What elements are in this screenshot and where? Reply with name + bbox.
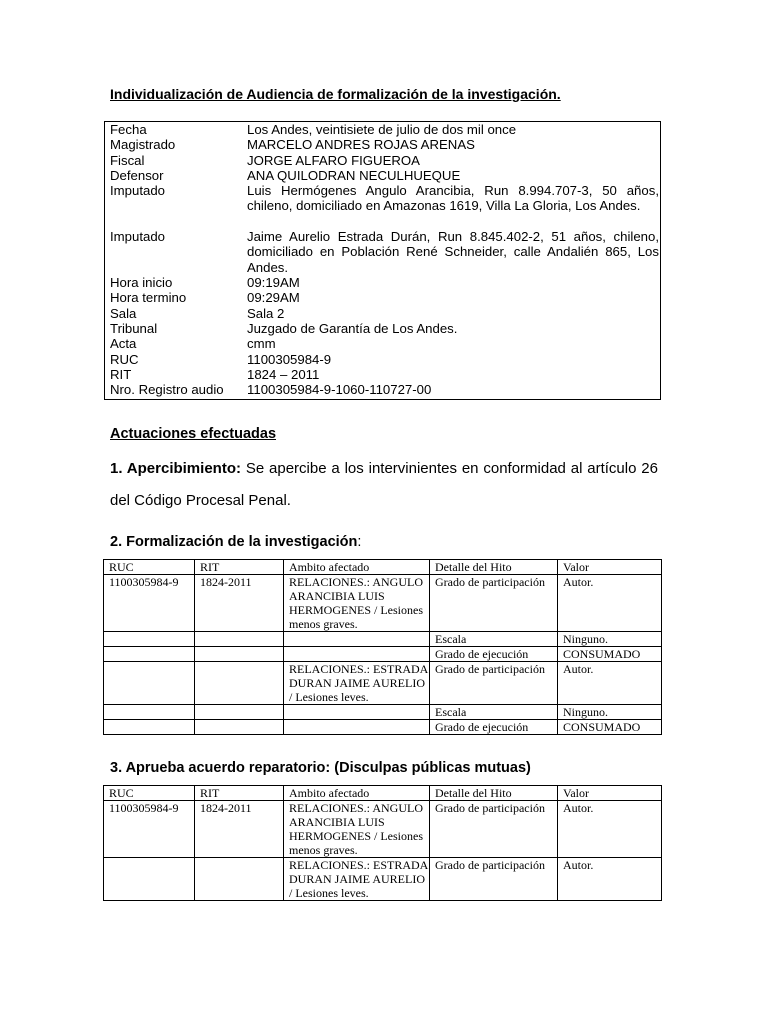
- info-label: Magistrado: [110, 137, 176, 153]
- cell-valor: Ninguno.: [558, 632, 662, 647]
- info-value: 1824 – 2011: [247, 366, 320, 382]
- cell-rit: [195, 705, 284, 720]
- formalizacion-table: [103, 559, 662, 735]
- cell-rit: [195, 720, 284, 735]
- info-value: Jaime Aurelio Estrada Durán, Run 8.845.402-2, 51 años, chileno, domiciliado en Población René Schneider, calle Andalién 865, Los Andes.: [247, 229, 659, 275]
- cell-detalle: Grado de ejecución: [430, 720, 558, 735]
- section-apercibimiento: [110, 453, 658, 517]
- cell-ambito: RELACIONES.: ESTRADA DURAN JAIME AURELIO / Lesiones leves.: [284, 662, 430, 705]
- info-value: 09:29AM: [247, 290, 300, 306]
- info-value: Sala 2: [247, 305, 285, 321]
- cell-rit: [195, 647, 284, 662]
- header-valor: Valor: [558, 560, 662, 575]
- table-row: [104, 720, 662, 735]
- cell-ruc: [104, 858, 195, 901]
- table-row: [104, 662, 662, 705]
- header-valor: Valor: [558, 786, 662, 801]
- header-detalle: Detalle del Hito: [430, 560, 558, 575]
- info-value: Luis Hermógenes Angulo Arancibia, Run 8.994.707-3, 50 años, chileno, domiciliado en Amazonas 1619, Villa La Gloria, Los Andes.: [247, 183, 659, 214]
- cell-ruc: [104, 632, 195, 647]
- info-value: Juzgado de Garantía de Los Andes.: [247, 320, 458, 336]
- cell-rit: 1824-2011: [195, 801, 284, 858]
- table-header-row: [104, 560, 662, 575]
- info-value: MARCELO ANDRES ROJAS ARENAS: [247, 137, 475, 153]
- header-rit: RIT: [195, 786, 284, 801]
- cell-detalle: Grado de ejecución: [430, 647, 558, 662]
- cell-ruc: 1100305984-9: [104, 801, 195, 858]
- info-label: Sala: [110, 305, 137, 321]
- info-value: ANA QUILODRAN NECULHUEQUE: [247, 167, 461, 183]
- table-row: [104, 632, 662, 647]
- cell-ruc: 1100305984-9: [104, 575, 195, 632]
- cell-ruc: [104, 647, 195, 662]
- cell-ruc: [104, 705, 195, 720]
- table-row: [104, 858, 662, 901]
- section-2-title: 2. Formalización de la investigación: [110, 534, 358, 550]
- info-label: Hora inicio: [110, 275, 173, 290]
- cell-ambito: [284, 705, 430, 720]
- hearing-info-box: [104, 121, 661, 400]
- cell-ambito: RELACIONES.: ANGULO ARANCIBIA LUIS HERMOGENES / Lesiones menos graves.: [284, 575, 430, 632]
- cell-ambito: [284, 632, 430, 647]
- info-label: RUC: [110, 351, 139, 367]
- cell-detalle: Grado de participación: [430, 662, 558, 705]
- section-2-heading: [110, 534, 361, 550]
- info-label: RIT: [110, 366, 132, 382]
- cell-ambito: RELACIONES.: ESTRADA DURAN JAIME AURELIO / Lesiones leves.: [284, 858, 430, 901]
- header-rit: RIT: [195, 560, 284, 575]
- info-label: Acta: [110, 336, 137, 352]
- cell-rit: [195, 632, 284, 647]
- cell-ruc: [104, 720, 195, 735]
- cell-valor: Autor.: [558, 858, 662, 901]
- header-ambito: Ambito afectado: [284, 560, 430, 575]
- header-detalle: Detalle del Hito: [430, 786, 558, 801]
- actuaciones-heading: Actuaciones efectuadas: [110, 426, 277, 442]
- info-label: Fecha: [110, 122, 147, 137]
- cell-valor: CONSUMADO: [558, 647, 662, 662]
- info-label: Fiscal: [110, 152, 145, 168]
- table-row: [104, 801, 662, 858]
- header-ambito: Ambito afectado: [284, 786, 430, 801]
- cell-valor: Autor.: [558, 575, 662, 632]
- cell-ambito: [284, 647, 430, 662]
- cell-rit: [195, 858, 284, 901]
- cell-valor: CONSUMADO: [558, 720, 662, 735]
- info-value: JORGE ALFARO FIGUEROA: [247, 152, 420, 168]
- cell-valor: Autor.: [558, 662, 662, 705]
- cell-detalle: Grado de participación: [430, 858, 558, 901]
- info-value: 09:19AM: [247, 275, 300, 290]
- info-value: 1100305984-9: [247, 351, 332, 367]
- cell-ambito: RELACIONES.: ANGULO ARANCIBIA LUIS HERMOGENES / Lesiones menos graves.: [284, 801, 430, 858]
- cell-valor: Ninguno.: [558, 705, 662, 720]
- acuerdo-reparatorio-table: [103, 785, 662, 901]
- cell-rit: 1824-2011: [195, 575, 284, 632]
- cell-detalle: Grado de participación: [430, 575, 558, 632]
- info-value: cmm: [247, 336, 276, 352]
- table-header-row: [104, 786, 662, 801]
- info-label: Imputado: [110, 229, 165, 245]
- section-1-text: Se apercibe a los intervinientes en conformidad al artículo 26 del Código Procesal Penal.: [110, 460, 658, 509]
- info-value: Los Andes, veintisiete de julio de dos mil once: [247, 122, 517, 137]
- table-row: [104, 647, 662, 662]
- document-title: Individualización de Audiencia de formalización de la investigación.: [110, 86, 561, 102]
- section-2-colon: :: [357, 534, 362, 550]
- info-label: Imputado: [110, 183, 165, 199]
- info-label: Hora termino: [110, 290, 187, 306]
- cell-ruc: [104, 662, 195, 705]
- header-ruc: RUC: [104, 560, 195, 575]
- info-label: Defensor: [110, 167, 164, 183]
- cell-detalle: Escala: [430, 632, 558, 647]
- section-3-heading: 3. Aprueba acuerdo reparatorio: (Disculpas públicas mutuas): [110, 760, 531, 776]
- info-label: Nro. Registro audio: [110, 382, 224, 398]
- info-value: 1100305984-9-1060-110727-00: [247, 382, 432, 398]
- info-label: Tribunal: [110, 320, 158, 336]
- cell-detalle: Grado de participación: [430, 801, 558, 858]
- table-row: [104, 705, 662, 720]
- cell-valor: Autor.: [558, 801, 662, 858]
- cell-ambito: [284, 720, 430, 735]
- cell-detalle: Escala: [430, 705, 558, 720]
- section-1-title: 1. Apercibimiento:: [110, 460, 241, 477]
- header-ruc: RUC: [104, 786, 195, 801]
- cell-rit: [195, 662, 284, 705]
- table-row: [104, 575, 662, 632]
